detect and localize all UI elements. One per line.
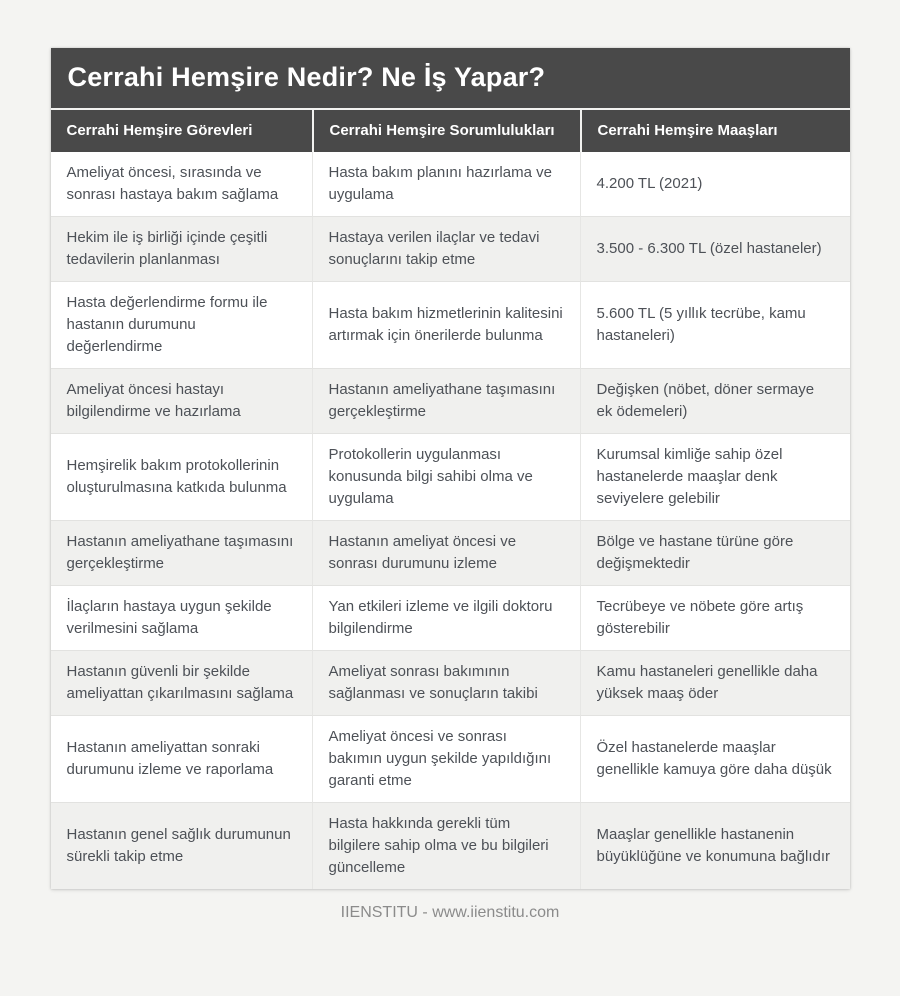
table-row	[51, 433, 850, 520]
cell-responsibility: Ameliyat sonrası bakımının sağlanması ve sonuçların takibi	[312, 650, 580, 715]
footer-credit: IIENSTITU - www.iienstitu.com	[340, 904, 560, 921]
info-card	[51, 48, 850, 889]
cell-responsibility: Protokollerin uygulanması konusunda bilgi sahibi olma ve uygulama	[312, 433, 580, 520]
table-row	[51, 802, 850, 889]
cell-salary: 4.200 TL (2021)	[580, 152, 850, 216]
cell-salary: 3.500 - 6.300 TL (özel hastaneler)	[580, 216, 850, 281]
table-row	[51, 585, 850, 650]
table-row	[51, 368, 850, 433]
page-title: Cerrahi Hemşire Nedir? Ne İş Yapar?	[51, 48, 850, 110]
cell-duty: Hekim ile iş birliği içinde çeşitli tedavilerin planlanması	[51, 216, 312, 281]
cell-responsibility: Ameliyat öncesi ve sonrası bakımın uygun şekilde yapıldığını garanti etme	[312, 715, 580, 802]
cell-duty: Ameliyat öncesi, sırasında ve sonrası hastaya bakım sağlama	[51, 152, 312, 216]
cell-duty: Ameliyat öncesi hastayı bilgilendirme ve hazırlama	[51, 368, 312, 433]
cell-salary: Bölge ve hastane türüne göre değişmektedir	[580, 520, 850, 585]
cell-responsibility: Hasta hakkında gerekli tüm bilgilere sahip olma ve bu bilgileri güncelleme	[312, 802, 580, 889]
cell-responsibility: Hasta bakım planını hazırlama ve uygulama	[312, 152, 580, 216]
cell-duty: İlaçların hastaya uygun şekilde verilmesini sağlama	[51, 585, 312, 650]
cell-duty: Hastanın genel sağlık durumunun sürekli takip etme	[51, 802, 312, 889]
surgical-nurse-table	[51, 110, 850, 889]
column-header-responsibilities: Cerrahi Hemşire Sorumlulukları	[312, 110, 580, 152]
table-row	[51, 216, 850, 281]
cell-salary: Tecrübeye ve nöbete göre artış gösterebilir	[580, 585, 850, 650]
cell-salary: Değişken (nöbet, döner sermaye ek ödemeleri)	[580, 368, 850, 433]
table-row	[51, 281, 850, 368]
cell-duty: Hastanın güvenli bir şekilde ameliyattan çıkarılmasını sağlama	[51, 650, 312, 715]
cell-duty: Hastanın ameliyathane taşımasını gerçekleştirme	[51, 520, 312, 585]
cell-salary: Kamu hastaneleri genellikle daha yüksek maaş öder	[580, 650, 850, 715]
cell-salary: Özel hastanelerde maaşlar genellikle kamuya göre daha düşük	[580, 715, 850, 802]
column-header-salaries: Cerrahi Hemşire Maaşları	[580, 110, 850, 152]
cell-responsibility: Hastanın ameliyat öncesi ve sonrası durumunu izleme	[312, 520, 580, 585]
table-row	[51, 715, 850, 802]
cell-responsibility: Hasta bakım hizmetlerinin kalitesini artırmak için önerilerde bulunma	[312, 281, 580, 368]
column-header-duties: Cerrahi Hemşire Görevleri	[51, 110, 312, 152]
cell-responsibility: Hastaya verilen ilaçlar ve tedavi sonuçlarını takip etme	[312, 216, 580, 281]
cell-responsibility: Yan etkileri izleme ve ilgili doktoru bilgilendirme	[312, 585, 580, 650]
cell-duty: Hasta değerlendirme formu ile hastanın durumunu değerlendirme	[51, 281, 312, 368]
cell-salary: Kurumsal kimliğe sahip özel hastanelerde maaşlar denk seviyelere gelebilir	[580, 433, 850, 520]
table-row	[51, 152, 850, 216]
cell-duty: Hastanın ameliyattan sonraki durumunu izleme ve raporlama	[51, 715, 312, 802]
table-row	[51, 650, 850, 715]
table-row	[51, 520, 850, 585]
cell-salary: 5.600 TL (5 yıllık tecrübe, kamu hastaneleri)	[580, 281, 850, 368]
cell-responsibility: Hastanın ameliyathane taşımasını gerçekleştirme	[312, 368, 580, 433]
cell-duty: Hemşirelik bakım protokollerinin oluşturulmasına katkıda bulunma	[51, 433, 312, 520]
cell-salary: Maaşlar genellikle hastanenin büyüklüğüne ve konumuna bağlıdır	[580, 802, 850, 889]
table-header-row	[51, 110, 850, 152]
